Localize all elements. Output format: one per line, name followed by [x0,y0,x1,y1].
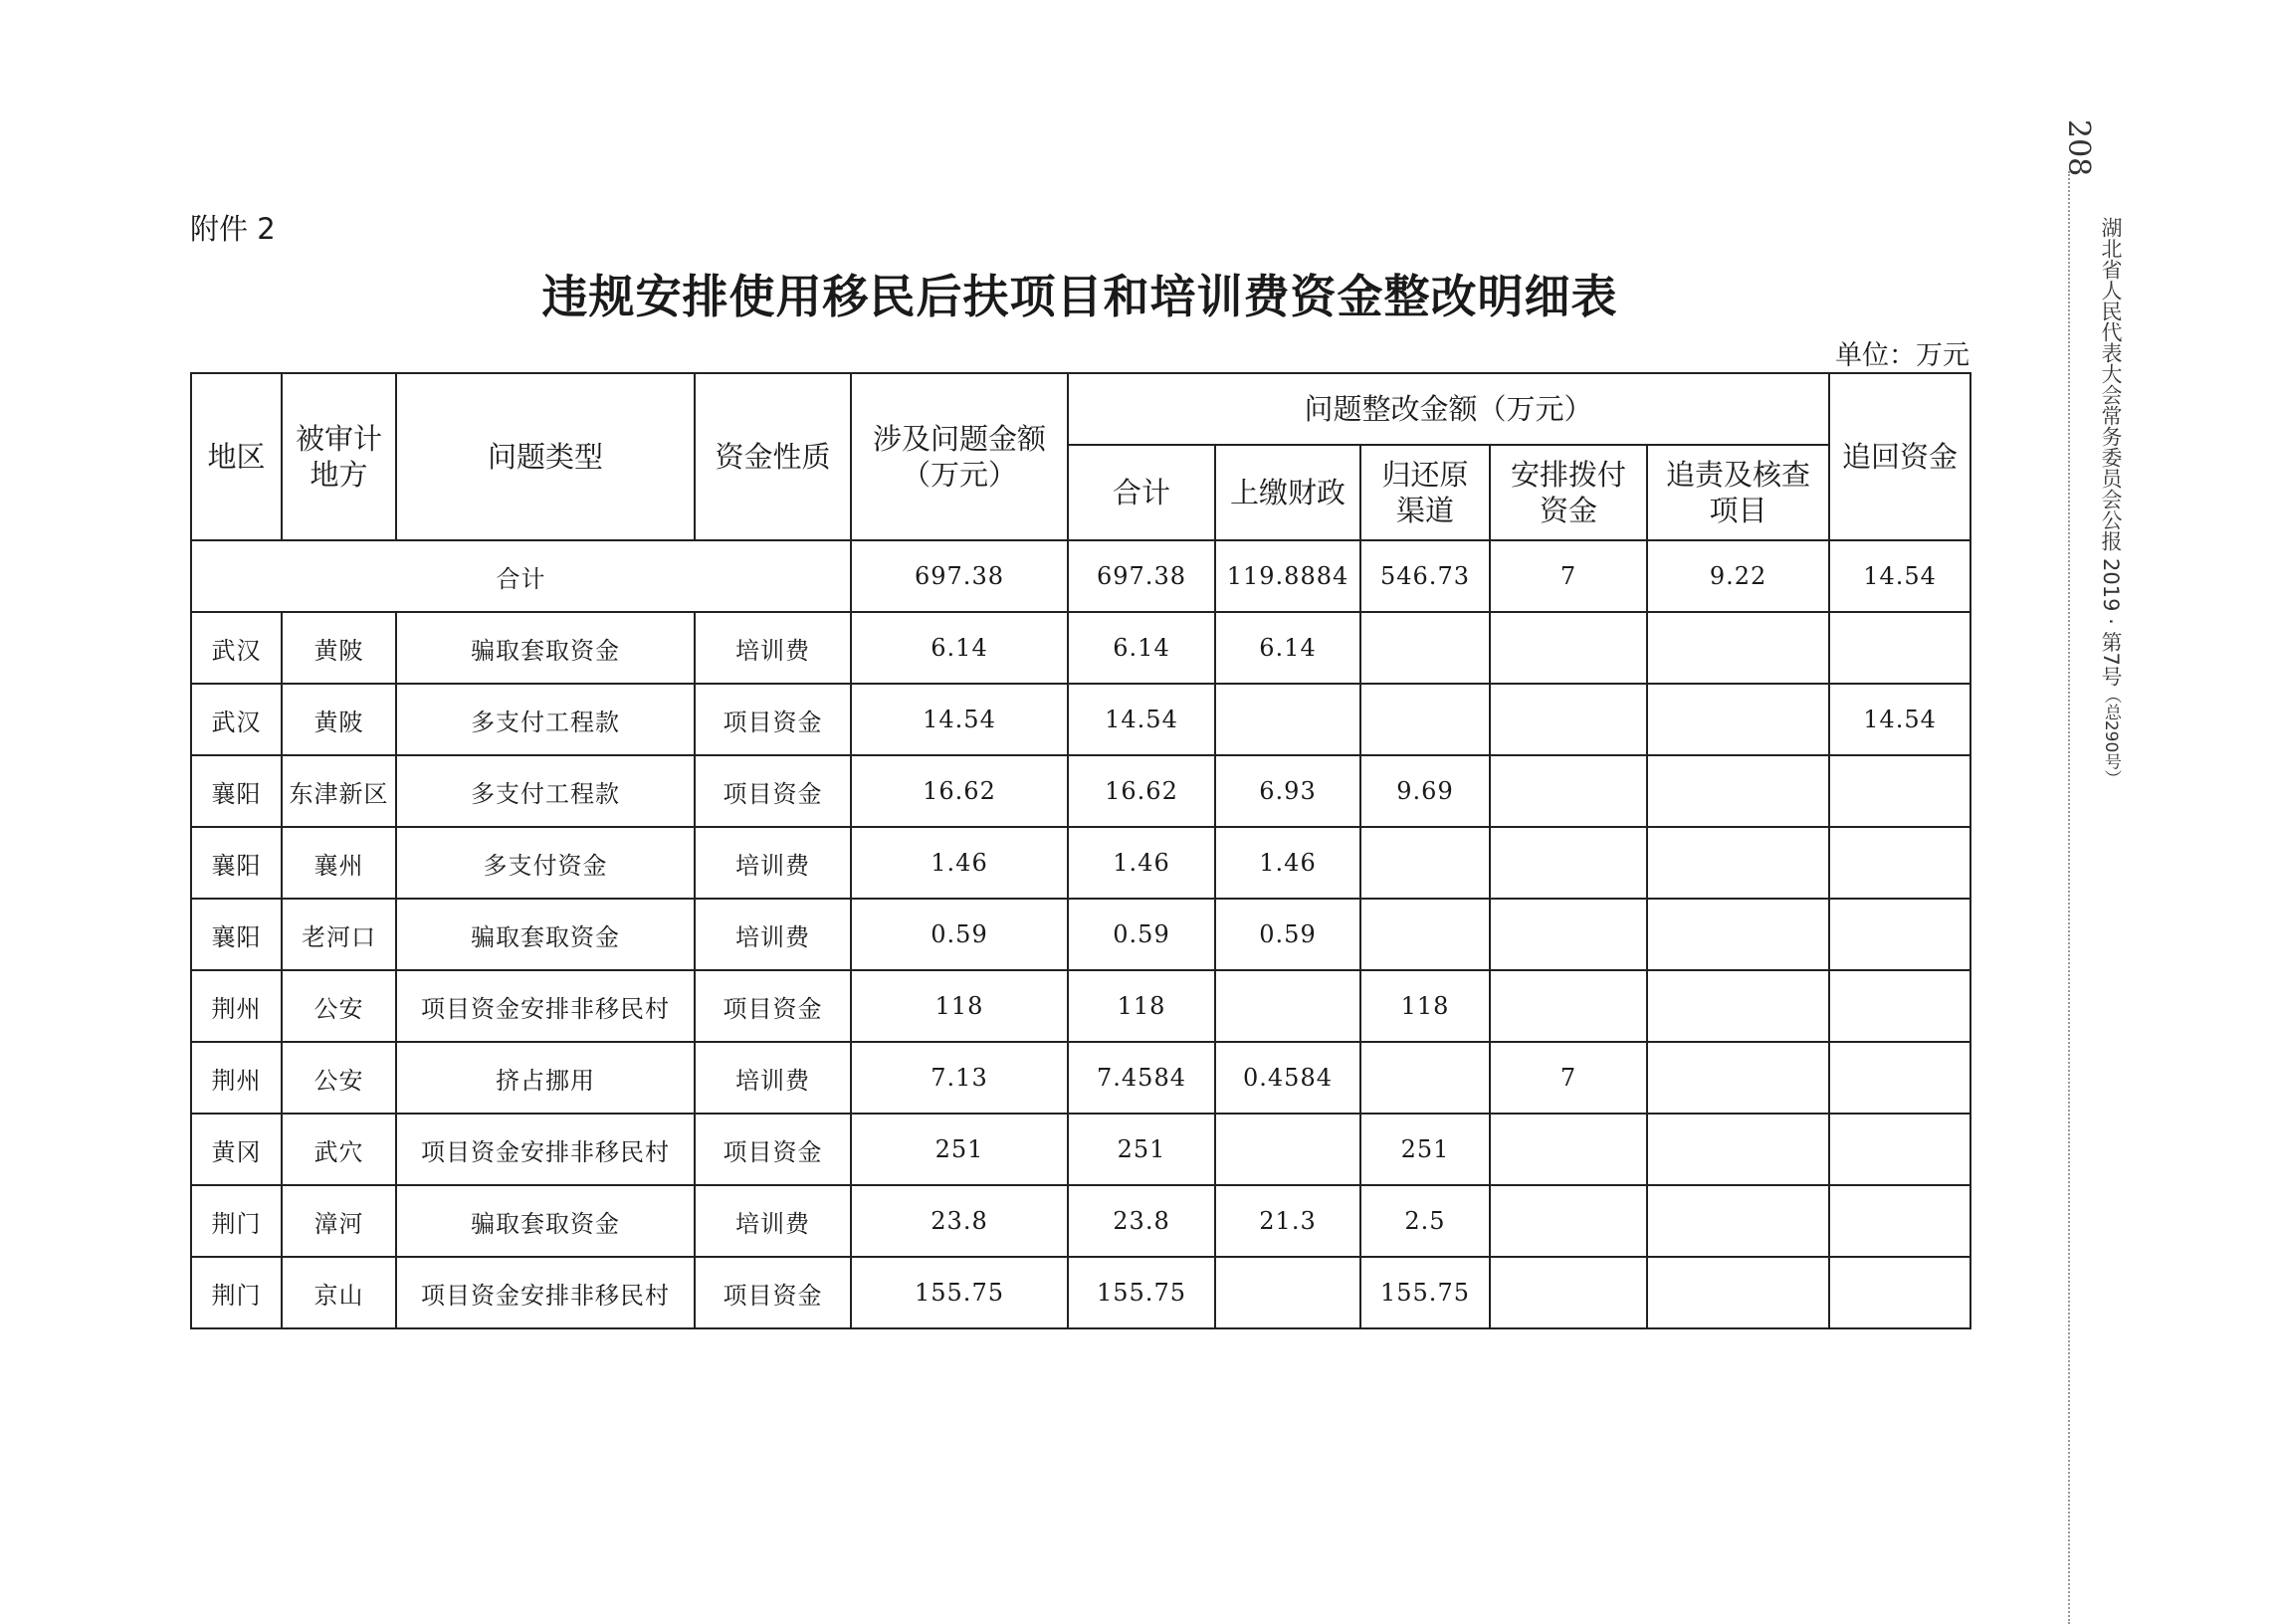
cell-returned: 155.75 [1360,1257,1490,1328]
cell-issue: 挤占挪用 [396,1042,695,1114]
cell-nature: 培训费 [695,827,851,899]
cell-arranged [1490,1114,1647,1185]
cell-subtotal: 23.8 [1068,1185,1215,1257]
cell-nature: 培训费 [695,899,851,970]
cell-issue: 骗取套取资金 [396,612,695,684]
cell-accountability [1647,1042,1829,1114]
cell-returned [1360,612,1490,684]
total-recovered: 14.54 [1829,540,1970,612]
header-recovered: 追回资金 [1829,373,1970,540]
attachment-label: 附件 2 [190,212,276,246]
cell-region: 襄阳 [191,827,282,899]
cell-arranged [1490,684,1647,755]
cell-paid [1215,970,1360,1042]
cell-accountability [1647,1114,1829,1185]
journal-margin [2040,0,2160,1624]
table-row [191,899,1970,970]
header-returned-original: 归还原渠道 [1360,445,1490,540]
header-region: 地区 [191,373,282,540]
cell-subtotal: 7.4584 [1068,1042,1215,1114]
table-row [191,970,1970,1042]
cell-place: 公安 [282,970,396,1042]
table-row [191,1114,1970,1185]
cell-subtotal: 16.62 [1068,755,1215,827]
cell-involved: 23.8 [851,1185,1068,1257]
total-row [191,540,1970,612]
cell-region: 荆州 [191,970,282,1042]
cell-returned [1360,827,1490,899]
cell-issue: 骗取套取资金 [396,899,695,970]
total-subtotal: 697.38 [1068,540,1215,612]
cell-nature: 项目资金 [695,755,851,827]
cell-involved: 16.62 [851,755,1068,827]
cell-paid: 0.59 [1215,899,1360,970]
table-row [191,1185,1970,1257]
cell-issue: 项目资金安排非移民村 [396,1257,695,1328]
cell-accountability [1647,827,1829,899]
cell-returned [1360,1042,1490,1114]
total-involved: 697.38 [851,540,1068,612]
header-audited-place: 被审计地方 [282,373,396,540]
cell-subtotal: 251 [1068,1114,1215,1185]
table-row [191,755,1970,827]
cell-involved: 251 [851,1114,1068,1185]
table-row [191,612,1970,684]
cell-place: 武穴 [282,1114,396,1185]
cell-arranged [1490,827,1647,899]
issue-number: 2019 · 第7号 [2099,557,2123,687]
cell-place: 黄陂 [282,684,396,755]
cell-place: 公安 [282,1042,396,1114]
total-label: 合计 [191,540,851,612]
margin-divider [2068,171,2070,1624]
page-number: 208 [2061,119,2096,177]
cell-place: 老河口 [282,899,396,970]
cell-accountability [1647,1257,1829,1328]
cell-issue: 多支付工程款 [396,684,695,755]
cell-paid: 1.46 [1215,827,1360,899]
cell-issue: 骗取套取资金 [396,1185,695,1257]
cell-recovered [1829,1114,1970,1185]
cell-place: 黄陂 [282,612,396,684]
cell-recovered [1829,612,1970,684]
table-row [191,1257,1970,1328]
cell-recovered [1829,1257,1970,1328]
cell-arranged: 7 [1490,1042,1647,1114]
cell-recovered [1829,1042,1970,1114]
rectification-table [190,372,1971,1329]
journal-name: 湖北省人民代表大会常务委员会公报 [2099,217,2123,551]
cell-issue: 项目资金安排非移民村 [396,1114,695,1185]
cell-subtotal: 155.75 [1068,1257,1215,1328]
cell-arranged [1490,1185,1647,1257]
cell-involved: 118 [851,970,1068,1042]
cell-nature: 项目资金 [695,1114,851,1185]
cell-subtotal: 6.14 [1068,612,1215,684]
header-subtotal: 合计 [1068,445,1215,540]
cell-subtotal: 14.54 [1068,684,1215,755]
page-title: 违规安排使用移民后扶项目和培训费资金整改明细表 [541,270,1618,323]
cell-issue: 项目资金安排非移民村 [396,970,695,1042]
cell-returned: 9.69 [1360,755,1490,827]
cell-returned: 251 [1360,1114,1490,1185]
cell-subtotal: 118 [1068,970,1215,1042]
cell-nature: 培训费 [695,1185,851,1257]
header-arranged-payment: 安排拨付资金 [1490,445,1647,540]
cell-region: 荆门 [191,1257,282,1328]
cell-paid: 21.3 [1215,1185,1360,1257]
header-rectified-group: 问题整改金额（万元） [1068,373,1829,445]
cell-recovered [1829,899,1970,970]
cell-paid [1215,684,1360,755]
cell-involved: 14.54 [851,684,1068,755]
table-row [191,827,1970,899]
cell-region: 黄冈 [191,1114,282,1185]
cell-returned: 118 [1360,970,1490,1042]
header-fund-nature: 资金性质 [695,373,851,540]
cell-arranged [1490,899,1647,970]
cell-place: 襄州 [282,827,396,899]
cell-accountability [1647,612,1829,684]
cell-paid: 6.14 [1215,612,1360,684]
cell-returned: 2.5 [1360,1185,1490,1257]
issue-total: （总290号） [2101,686,2121,786]
cell-paid: 0.4584 [1215,1042,1360,1114]
cell-involved: 7.13 [851,1042,1068,1114]
cell-region: 武汉 [191,612,282,684]
cell-region: 襄阳 [191,899,282,970]
cell-subtotal: 0.59 [1068,899,1215,970]
cell-accountability [1647,1185,1829,1257]
cell-subtotal: 1.46 [1068,827,1215,899]
cell-recovered [1829,755,1970,827]
cell-accountability [1647,970,1829,1042]
table-row [191,1042,1970,1114]
cell-accountability [1647,755,1829,827]
cell-returned [1360,899,1490,970]
cell-involved: 0.59 [851,899,1068,970]
cell-region: 荆门 [191,1185,282,1257]
cell-paid [1215,1114,1360,1185]
cell-recovered [1829,827,1970,899]
cell-returned [1360,684,1490,755]
total-accountability: 9.22 [1647,540,1829,612]
cell-nature: 培训费 [695,1042,851,1114]
journal-header [2086,217,2126,786]
total-arranged: 7 [1490,540,1647,612]
cell-place: 漳河 [282,1185,396,1257]
cell-place: 东津新区 [282,755,396,827]
cell-recovered [1829,970,1970,1042]
cell-arranged [1490,970,1647,1042]
total-returned: 546.73 [1360,540,1490,612]
cell-region: 荆州 [191,1042,282,1114]
cell-nature: 培训费 [695,612,851,684]
cell-nature: 项目资金 [695,684,851,755]
header-involved-amount: 涉及问题金额（万元） [851,373,1068,540]
cell-involved: 6.14 [851,612,1068,684]
cell-recovered [1829,1185,1970,1257]
cell-arranged [1490,612,1647,684]
cell-region: 武汉 [191,684,282,755]
cell-paid [1215,1257,1360,1328]
cell-region: 襄阳 [191,755,282,827]
cell-nature: 项目资金 [695,970,851,1042]
journal-issue [2096,558,2126,786]
cell-place: 京山 [282,1257,396,1328]
cell-arranged [1490,1257,1647,1328]
cell-accountability [1647,899,1829,970]
unit-label: 单位：万元 [1835,340,1969,371]
cell-arranged [1490,755,1647,827]
cell-recovered: 14.54 [1829,684,1970,755]
total-paid: 119.8884 [1215,540,1360,612]
cell-accountability [1647,684,1829,755]
cell-involved: 155.75 [851,1257,1068,1328]
cell-involved: 1.46 [851,827,1068,899]
cell-issue: 多支付工程款 [396,755,695,827]
table-row [191,684,1970,755]
header-issue-type: 问题类型 [396,373,695,540]
header-accountability: 追责及核查项目 [1647,445,1829,540]
cell-nature: 项目资金 [695,1257,851,1328]
cell-issue: 多支付资金 [396,827,695,899]
header-paid-to-finance: 上缴财政 [1215,445,1360,540]
cell-paid: 6.93 [1215,755,1360,827]
